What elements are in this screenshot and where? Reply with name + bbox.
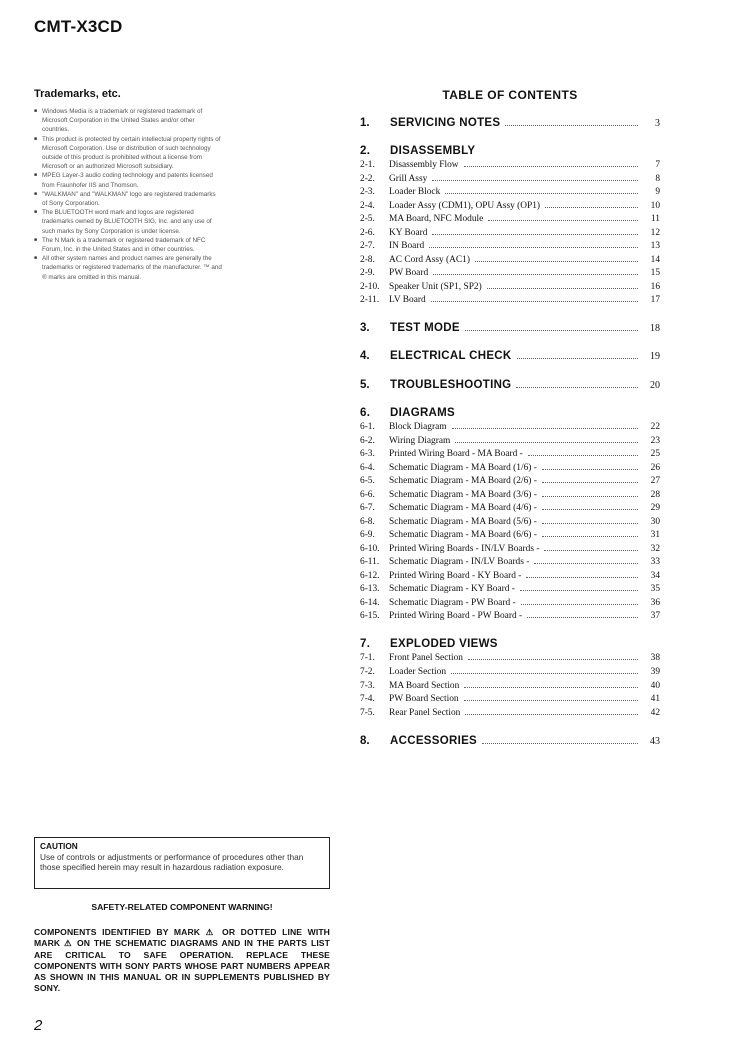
toc-subentry-page: 16: [650, 282, 660, 292]
toc-subentry[interactable]: [360, 160, 660, 172]
toc-subentry-label: Loader Assy (CDM1), OPU Assy (OP1): [389, 201, 541, 211]
dot-leader: [542, 481, 638, 483]
toc-subentry-label: PW Board Section: [389, 694, 459, 704]
toc-subentry-label: Printed Wiring Board - PW Board -: [389, 611, 523, 621]
trademarks-section: [34, 88, 222, 282]
trademark-item: ■ MPEG Layer-3 audio coding technology and patents licensed from Fraunhofer IIS and Thomson.: [34, 171, 222, 189]
toc-subentry-number: 6-13.: [360, 584, 380, 594]
dot-leader: [542, 522, 638, 524]
toc-subentry-number: 6-3.: [360, 449, 375, 459]
toc-entry-page: 20: [650, 380, 660, 391]
dot-leader: [464, 686, 638, 688]
toc-subentry-label: Schematic Diagram - IN/LV Boards -: [389, 557, 530, 567]
toc-subentry[interactable]: [360, 571, 660, 583]
toc-subentry-label: Block Diagram: [389, 422, 447, 432]
toc-subentry[interactable]: [360, 463, 660, 475]
toc-subentry[interactable]: [360, 214, 660, 226]
toc-entry-troubleshooting[interactable]: [360, 379, 660, 393]
toc-subentry-label: LV Board: [389, 295, 426, 305]
toc-subentry-label: Schematic Diagram - MA Board (3/6) -: [389, 490, 537, 500]
toc-subentry-page: 28: [650, 490, 660, 500]
dot-leader: [505, 124, 638, 126]
dot-leader: [465, 329, 638, 331]
toc-subentry-label: Printed Wiring Boards - IN/LV Boards -: [389, 544, 540, 554]
toc-subentry-label: Printed Wiring Board - MA Board -: [389, 449, 523, 459]
toc-subentry[interactable]: [360, 694, 660, 706]
toc-subentry[interactable]: [360, 544, 660, 556]
table-of-contents: [360, 88, 660, 747]
toc-subentry-page: 15: [650, 268, 660, 278]
toc-subentry-number: 2-6.: [360, 228, 375, 238]
caution-box: [34, 837, 330, 889]
toc-subentry-number: 2-11.: [360, 295, 380, 305]
toc-subentry-page: 36: [650, 598, 660, 608]
toc-section-disassembly[interactable]: [360, 145, 660, 157]
toc-subentry[interactable]: [360, 653, 660, 665]
dot-leader: [464, 699, 638, 701]
dot-leader: [433, 273, 638, 275]
toc-section-number: 7.: [360, 638, 371, 650]
toc-subentry-number: 2-9.: [360, 268, 375, 278]
toc-subentry[interactable]: [360, 667, 660, 679]
toc-subentry-label: Schematic Diagram - MA Board (1/6) -: [389, 463, 537, 473]
toc-subentry-label: KY Board: [389, 228, 428, 238]
dot-leader: [465, 713, 638, 715]
toc-entry-page: 43: [650, 736, 660, 747]
toc-subentry-label: Front Panel Section: [389, 653, 463, 663]
trademark-item: ■ The N Mark is a trademark or registered trademark of NFC Forum, Inc. in the United States and in other countries.: [34, 236, 222, 254]
trademark-item: ■ "WALKMAN" and "WALKMAN" logo are registered trademarks of Sony Corporation.: [34, 190, 222, 208]
toc-subentry-label: Grill Assy: [389, 174, 428, 184]
toc-subentry-page: 8: [655, 174, 660, 184]
toc-subentry-page: 17: [650, 295, 660, 305]
toc-subentry-number: 2-2.: [360, 174, 375, 184]
toc-entry-servicing-notes[interactable]: [360, 117, 660, 131]
dot-leader: [451, 672, 638, 674]
toc-subentry[interactable]: [360, 611, 660, 623]
toc-subentry-number: 6-7.: [360, 503, 375, 513]
toc-subentry-label: PW Board: [389, 268, 429, 278]
toc-subentry[interactable]: [360, 490, 660, 502]
toc-subentry-label: Wiring Diagram: [389, 436, 451, 446]
toc-subentry-label: Schematic Diagram - KY Board -: [389, 584, 515, 594]
toc-subentry[interactable]: [360, 174, 660, 186]
toc-entry-test-mode[interactable]: [360, 322, 660, 336]
toc-subentry[interactable]: [360, 708, 660, 720]
toc-entry-page: 18: [650, 323, 660, 334]
toc-subentry-label: Schematic Diagram - MA Board (6/6) -: [389, 530, 537, 540]
toc-entry-page: 3: [655, 118, 660, 129]
toc-section-exploded-views[interactable]: [360, 638, 660, 650]
page-number: 2: [34, 1017, 43, 1034]
toc-subentry-page: 32: [650, 544, 660, 554]
toc-subentry-number: 2-7.: [360, 241, 375, 251]
dot-leader: [482, 742, 638, 744]
toc-subentry-page: 11: [650, 214, 660, 224]
dot-leader: [544, 549, 638, 551]
toc-subentry-label: Schematic Diagram - MA Board (5/6) -: [389, 517, 537, 527]
toc-subentry-page: 39: [650, 667, 660, 677]
toc-subentry-number: 7-3.: [360, 681, 375, 691]
dot-leader: [516, 386, 638, 388]
safety-warning-title: SAFETY-RELATED COMPONENT WARNING!: [91, 902, 273, 912]
toc-subentry[interactable]: [360, 476, 660, 488]
dot-leader: [542, 495, 638, 497]
toc-subentry-number: 2-4.: [360, 201, 375, 211]
toc-subentry-page: 23: [650, 436, 660, 446]
toc-subentry-page: 35: [650, 584, 660, 594]
toc-subentry-label: AC Cord Assy (AC1): [389, 255, 470, 265]
toc-subentry-label: Loader Section: [389, 667, 447, 677]
toc-subentry-page: 7: [655, 160, 660, 170]
toc-subentry-number: 2-1.: [360, 160, 375, 170]
toc-subentry[interactable]: [360, 503, 660, 515]
toc-subentry-number: 6-11.: [360, 557, 380, 567]
toc-subentry-label: Schematic Diagram - PW Board -: [389, 598, 516, 608]
toc-subentry[interactable]: [360, 449, 660, 461]
toc-entry-number: 3.: [360, 322, 370, 334]
toc-subentry-page: 33: [650, 557, 660, 567]
toc-subentry[interactable]: [360, 436, 660, 448]
dot-leader: [521, 603, 638, 605]
toc-entry-label: ACCESSORIES: [390, 735, 478, 747]
caution-title: CAUTION: [40, 841, 78, 851]
toc-subentry-page: 27: [650, 476, 660, 486]
toc-subentry[interactable]: [360, 228, 660, 240]
toc-subentry[interactable]: [360, 268, 660, 280]
toc-subentry-label: Disassembly Flow: [389, 160, 459, 170]
safety-warning-text: COMPONENTS IDENTIFIED BY MARK ⚠ OR DOTTED LINE WITH MARK ⚠ ON THE SCHEMATIC DIAGRAMS AND IN THE PARTS LIST ARE CRITICAL TO SAFE OPERATION. REPLACE THESE COMPONENTS WITH SONY PARTS WHOSE PART NUMBERS APPEAR AS SHOWN IN THIS MANUAL OR IN SUPPLEMENTS PUBLISHED BY SONY.: [34, 927, 330, 994]
toc-entry-label: TEST MODE: [390, 322, 460, 334]
toc-subentry[interactable]: [360, 255, 660, 267]
toc-section-label: EXPLODED VIEWS: [390, 638, 498, 650]
model-name: CMT-X3CD: [34, 17, 123, 36]
toc-subentry-label: IN Board: [389, 241, 425, 251]
toc-subentry-page: 38: [650, 653, 660, 663]
toc-subentry-label: Schematic Diagram - MA Board (4/6) -: [389, 503, 537, 513]
dot-leader: [527, 616, 638, 618]
toc-subentry-number: 2-5.: [360, 214, 375, 224]
toc-subentry-number: 6-14.: [360, 598, 380, 608]
dot-leader: [488, 219, 638, 221]
toc-subentry-number: 7-5.: [360, 708, 375, 718]
toc-subentry-number: 6-8.: [360, 517, 375, 527]
dot-leader: [528, 454, 638, 456]
toc-subentry-number: 2-10.: [360, 282, 380, 292]
toc-section-label: DISASSEMBLY: [390, 145, 476, 157]
toc-subentry[interactable]: [360, 282, 660, 294]
toc-subentry-number: 6-12.: [360, 571, 380, 581]
toc-subentry-number: 6-15.: [360, 611, 380, 621]
toc-title: TABLE OF CONTENTS: [442, 88, 578, 102]
toc-entry-label: SERVICING NOTES: [390, 117, 501, 129]
toc-entry-electrical-check[interactable]: [360, 350, 660, 364]
toc-subentry[interactable]: [360, 598, 660, 610]
toc-subentry-number: 7-4.: [360, 694, 375, 704]
toc-section-label: DIAGRAMS: [390, 407, 456, 419]
trademark-item: ■ All other system names and product names are generally the trademarks or registered trademarks of the manufacturer. ™ and ® marks are omitted in this manual.: [34, 254, 222, 282]
dot-leader: [517, 357, 638, 359]
toc-subentry-page: 25: [650, 449, 660, 459]
toc-subentry-page: 12: [650, 228, 660, 238]
dot-leader: [432, 233, 638, 235]
toc-subentry[interactable]: [360, 422, 660, 434]
dot-leader: [542, 468, 638, 470]
toc-subentry-label: MA Board, NFC Module: [389, 214, 484, 224]
dot-leader: [542, 535, 638, 537]
dot-leader: [475, 260, 638, 262]
dot-leader: [520, 589, 638, 591]
toc-subentry-number: 6-1.: [360, 422, 375, 432]
toc-subentry-page: 37: [650, 611, 660, 621]
toc-subentry-label: Speaker Unit (SP1, SP2): [389, 282, 482, 292]
toc-subentry-page: 34: [650, 571, 660, 581]
toc-subentry-page: 14: [650, 255, 660, 265]
toc-subentry[interactable]: [360, 530, 660, 542]
dot-leader: [431, 300, 638, 302]
toc-subentry-page: 42: [650, 708, 660, 718]
toc-section-number: 2.: [360, 145, 371, 157]
toc-entry-page: 19: [650, 351, 660, 362]
toc-entry-number: 1.: [360, 117, 370, 129]
toc-subentry-page: 30: [650, 517, 660, 527]
caution-text: Use of controls or adjustments or performance of procedures other than those specified herein may result in hazardous radiation exposure.: [40, 851, 304, 872]
toc-subentry-page: 41: [650, 694, 660, 704]
dot-leader: [432, 179, 638, 181]
toc-subentry-page: 40: [650, 681, 660, 691]
toc-subentry-label: MA Board Section: [389, 681, 460, 691]
dot-leader: [526, 576, 638, 578]
dot-leader: [534, 562, 638, 564]
toc-subentry[interactable]: [360, 557, 660, 569]
toc-subentry-page: 29: [650, 503, 660, 513]
toc-subentry-number: 6-5.: [360, 476, 375, 486]
toc-subentry-page: 31: [650, 530, 660, 540]
toc-subentry-page: 26: [650, 463, 660, 473]
toc-subentry-page: 22: [650, 422, 660, 432]
toc-entry-number: 4.: [360, 350, 370, 362]
dot-leader: [545, 206, 638, 208]
toc-entry-accessories[interactable]: [360, 735, 660, 749]
toc-section-number: 6.: [360, 407, 371, 419]
dot-leader: [468, 658, 638, 660]
toc-subentry[interactable]: [360, 584, 660, 596]
toc-subentry-label: Printed Wiring Board - KY Board -: [389, 571, 522, 581]
trademark-item: ■ This product is protected by certain intellectual property rights of Microsoft Corporation. Use or distribution of such technology outside of this product is prohibited without a license from Microsoft or an authorized Microsoft subsidiary.: [34, 135, 222, 172]
toc-subentry[interactable]: [360, 295, 660, 307]
toc-subentry[interactable]: [360, 241, 660, 253]
toc-subentry-page: 10: [650, 201, 660, 211]
toc-subentry[interactable]: [360, 517, 660, 529]
toc-subentry-number: 6-2.: [360, 436, 375, 446]
toc-subentry[interactable]: [360, 681, 660, 693]
toc-entry-label: TROUBLESHOOTING: [390, 379, 512, 391]
trademark-item: ■ Windows Media is a trademark or registered trademark of Microsoft Corporation in the United States and/or other countries.: [34, 107, 222, 135]
toc-subentry[interactable]: [360, 187, 660, 199]
toc-subentry-label: Schematic Diagram - MA Board (2/6) -: [389, 476, 537, 486]
toc-subentry-number: 7-2.: [360, 667, 375, 677]
toc-subentry-number: 6-9.: [360, 530, 375, 540]
toc-entry-number: 8.: [360, 735, 370, 747]
trademark-item: ■ The BLUETOOTH word mark and logos are registered trademarks owned by BLUETOOTH SIG, Inc. and any use of such marks by Sony Corporation is under license.: [34, 208, 222, 236]
toc-entry-number: 5.: [360, 379, 370, 391]
dot-leader: [452, 427, 638, 429]
toc-subentry-label: Loader Block: [389, 187, 441, 197]
toc-subentry-label: Rear Panel Section: [389, 708, 461, 718]
toc-subentry[interactable]: [360, 201, 660, 213]
toc-subentry-number: 6-4.: [360, 463, 375, 473]
dot-leader: [445, 192, 638, 194]
toc-subentry-page: 9: [655, 187, 660, 197]
toc-subentry-page: 13: [650, 241, 660, 251]
dot-leader: [542, 508, 638, 510]
dot-leader: [487, 287, 638, 289]
toc-section-diagrams[interactable]: [360, 407, 660, 419]
dot-leader: [455, 441, 638, 443]
trademarks-heading: Trademarks, etc.: [34, 88, 121, 100]
dot-leader: [429, 246, 638, 248]
toc-subentry-number: 6-6.: [360, 490, 375, 500]
toc-entry-label: ELECTRICAL CHECK: [390, 350, 512, 362]
toc-subentry-number: 2-3.: [360, 187, 375, 197]
toc-subentry-number: 7-1.: [360, 653, 375, 663]
toc-subentry-number: 2-8.: [360, 255, 375, 265]
dot-leader: [464, 165, 638, 167]
trademarks-list: [34, 107, 222, 282]
toc-subentry-number: 6-10.: [360, 544, 380, 554]
